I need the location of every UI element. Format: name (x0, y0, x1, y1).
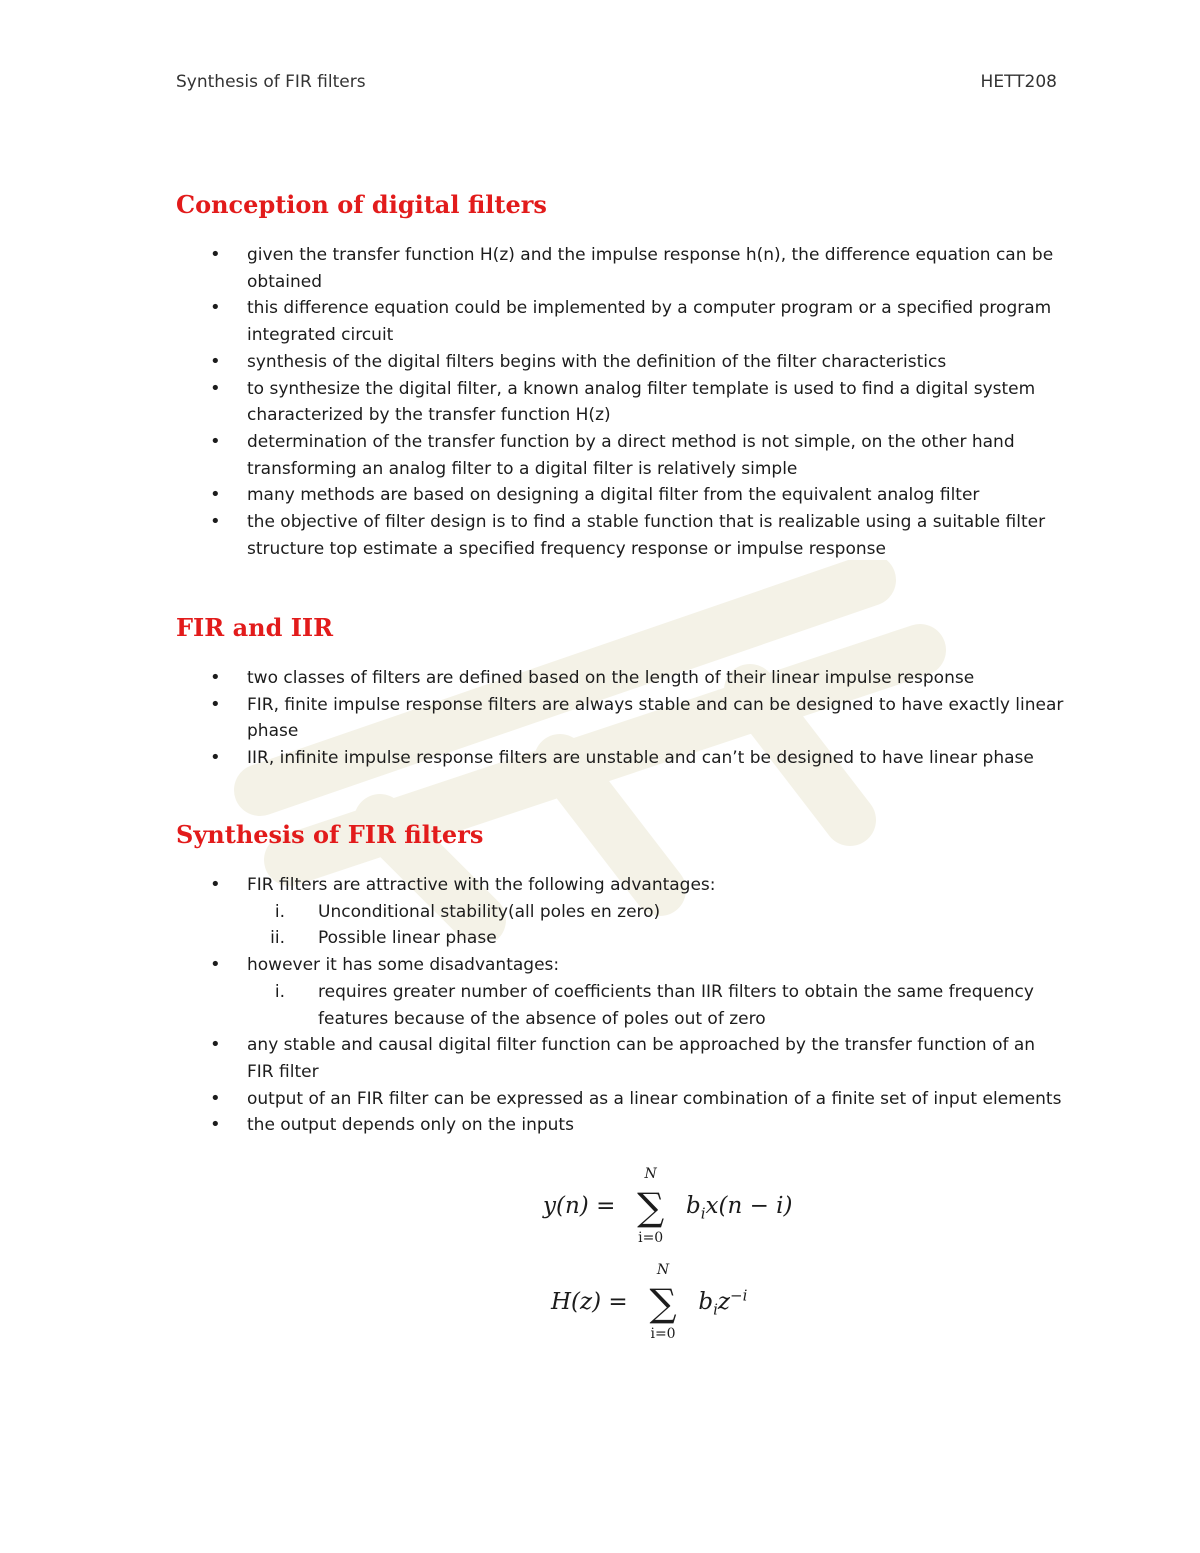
roman-marker: ii. (270, 928, 285, 949)
equation-lhs: y(n) = (543, 1193, 616, 1219)
list-item: • this difference equation could be implemented by a computer program or a specified program integrated circuit (176, 295, 1066, 348)
header-doc-title: Synthesis of FIR filters (176, 72, 366, 92)
list-item: • the objective of filter design is to find a stable function that is realizable using a suitable filter structure top estimate a specified frequency response or impulse response (176, 509, 1066, 562)
list-item: • the output depends only on the inputs (176, 1112, 1066, 1139)
list-item: • FIR, finite impulse response filters are always stable and can be designed to have exactly linear phase (176, 692, 1066, 745)
disadvantages-intro: however it has some disadvantages: (247, 955, 560, 976)
summation-symbol: N ∑ i=0 (641, 1284, 685, 1322)
z-term: z (717, 1289, 731, 1315)
list-item (176, 952, 1066, 1032)
list-item (176, 872, 1066, 952)
list-item: • given the transfer function H(z) and the impulse response h(n), the difference equation can be obtained (176, 242, 1066, 295)
equation-transfer-function (551, 1262, 748, 1342)
roman-marker: i. (274, 901, 285, 922)
list-item (247, 979, 1066, 1032)
list-item (247, 899, 1066, 926)
list-item: • any stable and causal digital filter function can be approached by the transfer function of an FIR filter (176, 1032, 1066, 1085)
list-item: • many methods are based on designing a digital filter from the equivalent analog filter (176, 482, 1066, 509)
equation-lhs: H(z) = (551, 1289, 628, 1315)
disadvantage-text: requires greater number of coefficients than IIR filters to obtain the same frequency features because of the absence of poles out of zero (318, 981, 1034, 1029)
summation-symbol: N ∑ i=0 (629, 1188, 673, 1226)
list-item (247, 925, 1066, 952)
sum-lower-limit: i=0 (638, 1230, 664, 1246)
conception-bullet-list (176, 242, 1066, 562)
list-item: • synthesis of the digital filters begins with the definition of the filter characteristics (176, 349, 1066, 376)
coefficient-b: b (685, 1193, 701, 1219)
section-title-fir-iir: FIR and IIR (176, 613, 334, 642)
equation-output-sum (543, 1166, 793, 1246)
advantage-text: Unconditional stability(all poles en zero) (318, 901, 661, 922)
z-exponent: −i (730, 1286, 748, 1305)
coefficient-subscript: i (713, 1300, 718, 1319)
list-item: • to synthesize the digital filter, a known analog filter template is used to find a digital system characterized by the transfer function H(z) (176, 376, 1066, 429)
sum-lower-limit: i=0 (650, 1326, 676, 1342)
coefficient-b: b (698, 1289, 714, 1315)
page-header (176, 72, 1057, 92)
section-title-conception: Conception of digital filters (176, 190, 547, 219)
synthesis-bullet-list (176, 872, 1066, 1139)
sum-upper-limit: N (656, 1262, 670, 1278)
roman-marker: i. (274, 981, 285, 1002)
advantage-text: Possible linear phase (318, 928, 497, 949)
list-item: • two classes of filters are defined based on the length of their linear impulse response (176, 665, 1066, 692)
section-title-synthesis-fir: Synthesis of FIR filters (176, 820, 484, 849)
input-term: x(n − i) (705, 1193, 793, 1219)
list-item: • IIR, infinite impulse response filters are unstable and can’t be designed to have linear phase (176, 745, 1066, 772)
advantages-intro: FIR filters are attractive with the following advantages: (247, 875, 716, 895)
header-course-code: HETT208 (980, 72, 1057, 92)
list-item: • output of an FIR filter can be expressed as a linear combination of a finite set of input elements (176, 1086, 1066, 1113)
list-item: • determination of the transfer function by a direct method is not simple, on the other hand transforming an analog filter to a digital filter is relatively simple (176, 429, 1066, 482)
fir-iir-bullet-list (176, 665, 1066, 772)
advantages-list (247, 899, 1066, 952)
coefficient-subscript: i (700, 1204, 706, 1223)
sum-upper-limit: N (644, 1166, 657, 1182)
disadvantages-list (247, 979, 1066, 1032)
